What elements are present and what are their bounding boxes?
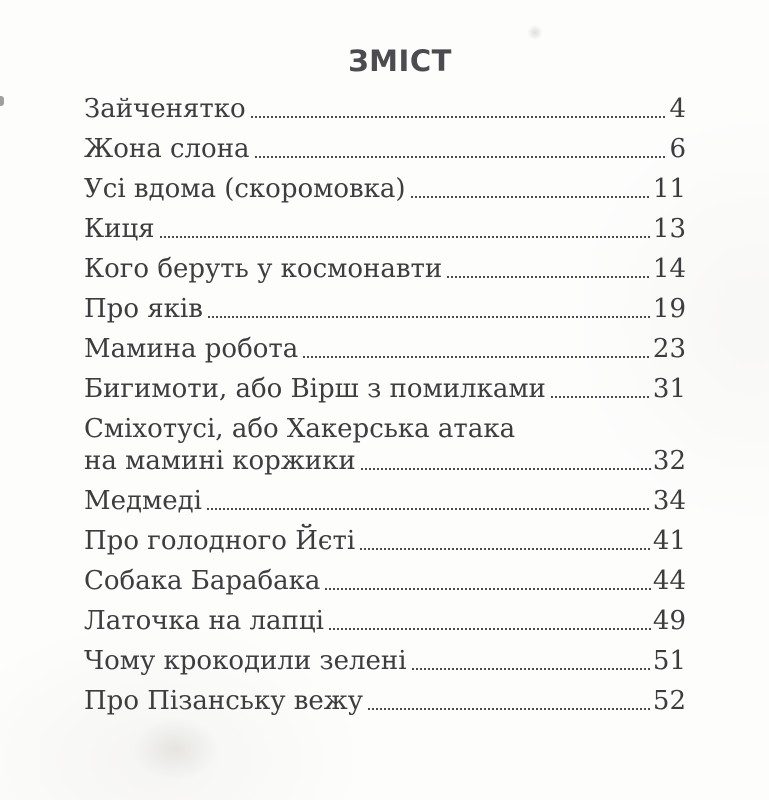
toc-entry-page-number: 44 xyxy=(652,566,686,596)
toc-entry-page-number: 6 xyxy=(669,134,686,164)
toc-entry xyxy=(84,685,686,717)
toc-entry xyxy=(84,605,686,637)
dotted-leader xyxy=(207,508,651,510)
dotted-leader xyxy=(251,116,668,118)
toc-entry-page-number: 51 xyxy=(652,646,686,676)
scan-speck-artifact xyxy=(0,96,4,106)
toc-entry-title: Кого беруть у космонавти xyxy=(84,254,443,284)
toc-entry-title: Собака Барабака xyxy=(84,566,321,596)
toc-entry xyxy=(84,645,686,677)
toc-entry xyxy=(84,413,686,477)
toc-entry xyxy=(84,253,686,285)
toc-entry-title: Медмеді xyxy=(84,486,202,516)
toc-entry-page-number: 32 xyxy=(652,446,686,476)
toc-entry-title: Жона слона xyxy=(84,134,250,164)
dotted-leader xyxy=(361,468,651,470)
toc-entry-title: Про голодного Йєті xyxy=(84,526,356,556)
dotted-leader xyxy=(325,588,651,590)
dotted-leader xyxy=(160,236,651,238)
toc-entry-page-number: 31 xyxy=(652,374,686,404)
toc-entry-title: Бигимоти, або Вірш з помилками xyxy=(84,374,546,404)
scan-smudge-artifact xyxy=(133,718,218,780)
toc-entry xyxy=(84,565,686,597)
toc-entry-title: Мамина робота xyxy=(84,334,299,364)
toc-entry-page-number: 49 xyxy=(652,606,686,636)
toc-entry-page-number: 23 xyxy=(652,334,686,364)
toc-entry-title: Киця xyxy=(84,214,155,244)
toc-entry-page-number: 52 xyxy=(652,686,686,716)
toc-entry-title: Сміхотусі, або Хакерська атака xyxy=(84,414,516,444)
dotted-leader xyxy=(412,668,651,670)
toc-entry xyxy=(84,525,686,557)
toc-entry xyxy=(84,133,686,165)
dotted-leader xyxy=(360,548,651,550)
toc-list xyxy=(84,93,686,717)
toc-entry-title-line2: на мамині коржики xyxy=(84,446,356,476)
toc-entry-page-number: 4 xyxy=(669,94,686,124)
page-title: ЗМІСТ xyxy=(348,44,452,78)
toc-entry-title: Про яків xyxy=(84,294,203,324)
dotted-leader xyxy=(411,196,651,198)
toc-entry xyxy=(84,213,686,245)
toc-entry-page-number: 11 xyxy=(652,174,686,204)
dotted-leader xyxy=(329,628,651,630)
toc-entry-page-number: 41 xyxy=(652,526,686,556)
toc-entry-title: Про Пізанську вежу xyxy=(84,686,364,716)
toc-entry xyxy=(84,485,686,517)
toc-entry-page-number: 14 xyxy=(652,254,686,284)
toc-entry-page-number: 13 xyxy=(652,214,686,244)
dotted-leader xyxy=(303,356,651,358)
dotted-leader xyxy=(368,708,651,710)
toc-entry-title: Зайченятко xyxy=(84,94,246,124)
toc-entry xyxy=(84,373,686,405)
dotted-leader xyxy=(255,156,668,158)
toc-entry-page-number: 34 xyxy=(652,486,686,516)
dotted-leader xyxy=(208,316,651,318)
scan-dot-artifact xyxy=(527,25,543,40)
toc-entry-title: Чому крокодили зелені xyxy=(84,646,407,676)
dotted-leader xyxy=(551,396,651,398)
toc-entry-page-number: 19 xyxy=(652,294,686,324)
toc-entry-title: Усі вдома (скоромовка) xyxy=(84,174,406,204)
dotted-leader xyxy=(447,276,651,278)
toc-entry xyxy=(84,93,686,125)
toc-entry xyxy=(84,333,686,365)
toc-entry xyxy=(84,173,686,205)
toc-entry-title: Латочка на лапці xyxy=(84,606,324,636)
toc-entry xyxy=(84,293,686,325)
